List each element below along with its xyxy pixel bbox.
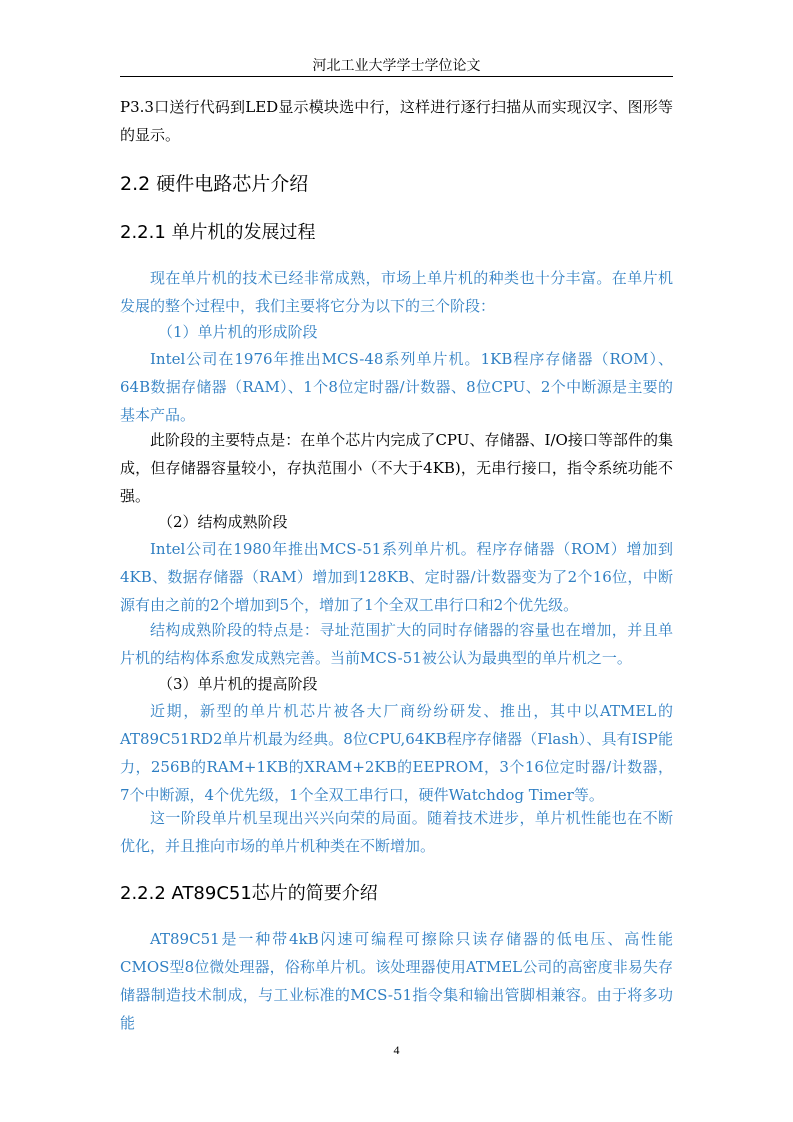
header-title: 河北工业大学学士学位论文 [312, 58, 481, 74]
paragraph-5: 结构成熟阶段的特点是：寻址范围扩大的同时存储器的容量也在增加，并且单片机的结构体系愈发成熟完善。当前MCS-51被公认为最典型的单片机之一。 [120, 621, 673, 667]
paragraph-7: 这一阶段单片机呈现出兴兴向荣的局面。随着技术进步，单片机性能也在不断优化，并且推向市场的单片机种类在不断增加。 [120, 809, 673, 855]
stage-3-title: （3）单片机的提高阶段 [158, 675, 318, 693]
section-heading-2-2: 2.2 硬件电路芯片介绍 [120, 173, 309, 195]
section-heading-2-2-1: 2.2.1 单片机的发展过程 [120, 222, 316, 243]
paragraph-6: 近期，新型的单片机芯片被各大厂商纷纷研发、推出，其中以ATMEL的AT89C51RD2单片机最为经典。8位CPU,64KB程序存储器（Flash）、具有ISP能力，256B的RAM+1KB的XRAM+2KB的EEPROM，3个16位定时器/计数器，7个中断源，4个优先级，1个全双工串行口，硬件Watchdog Timer等。 [120, 702, 673, 804]
intro-paragraph: P3.3口送行代码到LED显示模块选中行，这样进行逐行扫描从而实现汉字、图形等的显示。 [120, 98, 673, 144]
stage-2-title: （2）结构成熟阶段 [158, 513, 288, 531]
paragraph-2: Intel公司在1976年推出MCS-48系列单片机。1KB程序存储器（ROM）、64B数据存储器（RAM）、1个8位定时器/计数器、8位CPU、2个中断源是主要的基本产品。 [120, 350, 673, 424]
paragraph-3: 此阶段的主要特点是：在单个芯片内完成了CPU、存储器、I/O接口等部件的集成，但存储器容量较小，存执范围小（不大于4KB)，无串行接口，指令系统功能不强。 [120, 431, 673, 505]
paragraph-4: Intel公司在1980年推出MCS-51系列单片机。程序存储器（ROM）增加到4KB、数据存储器（RAM）增加到128KB、定时器/计数器变为了2个16位，中断源有由之前的2个增加到5个，增加了1个全双工串行口和2个优先级。 [120, 540, 673, 614]
stage-1-title: （1）单片机的形成阶段 [158, 323, 318, 341]
paragraph-1: 现在单片机的技术已经非常成熟，市场上单片机的种类也十分丰富。在单片机发展的整个过程中，我们主要将它分为以下的三个阶段： [120, 269, 673, 315]
header-divider [120, 76, 673, 77]
section-heading-2-2-2: 2.2.2 AT89C51芯片的简要介绍 [120, 883, 378, 904]
page-number: 4 [393, 1043, 400, 1057]
paragraph-8: AT89C51是一种带4kB闪速可编程可擦除只读存储器的低电压、高性能CMOS型8位微处理器，俗称单片机。该处理器使用ATMEL公司的高密度非易失存储器制造技术制成，与工业标准的MCS-51指令集和输出管脚相兼容。由于将多功能 [120, 930, 673, 1032]
